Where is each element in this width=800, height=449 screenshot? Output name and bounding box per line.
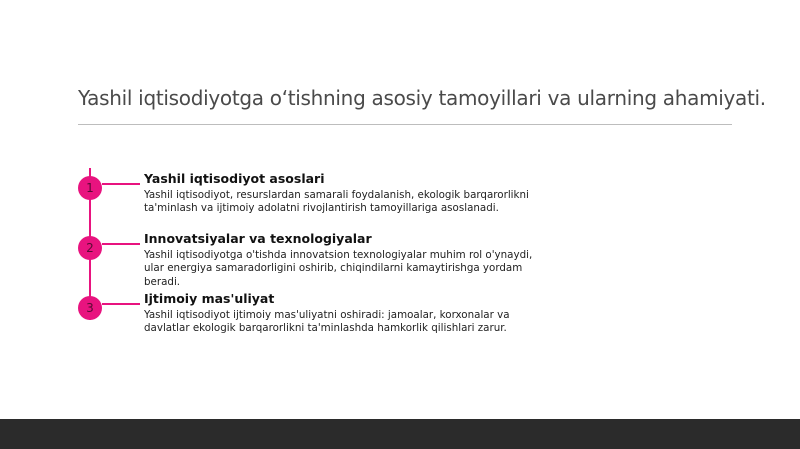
step-title: Yashil iqtisodiyot asoslari — [144, 171, 325, 186]
step-title: Ijtimoiy mas'uliyat — [144, 291, 275, 306]
title-divider — [78, 124, 732, 125]
step-number-badge: 2 — [78, 236, 102, 260]
step-description: Yashil iqtisodiyot, resurslardan samarali foydalanish, ekologik barqarorlikni ta'minlash va ijtimoiy adolatni rivojlantirish tamoyillariga asoslanadi. — [144, 189, 529, 215]
step-connector — [102, 303, 140, 305]
step-connector — [102, 243, 140, 245]
footer-bar — [0, 419, 800, 449]
step-description: Yashil iqtisodiyot ijtimoiy mas'uliyatni oshiradi: jamoalar, korxonalar va davlatlar ekologik barqarorlikni ta'minlashda hamkorlik qilishlari zarur. — [144, 309, 510, 335]
step-connector — [102, 183, 140, 185]
step-title: Innovatsiyalar va texnologiyalar — [144, 231, 372, 246]
step-number-badge: 1 — [78, 176, 102, 200]
step-description: Yashil iqtisodiyotga o'tishda innovatsion texnologiyalar muhim rol o'ynaydi, ular energiya samaradorligini oshirib, chiqindilarni kamaytirishga yordam beradi. — [144, 249, 533, 288]
slide-title: Yashil iqtisodiyotga o‘tishning asosiy tamoyillari va ularning ahamiyati. — [78, 86, 766, 110]
step-number-badge: 3 — [78, 296, 102, 320]
